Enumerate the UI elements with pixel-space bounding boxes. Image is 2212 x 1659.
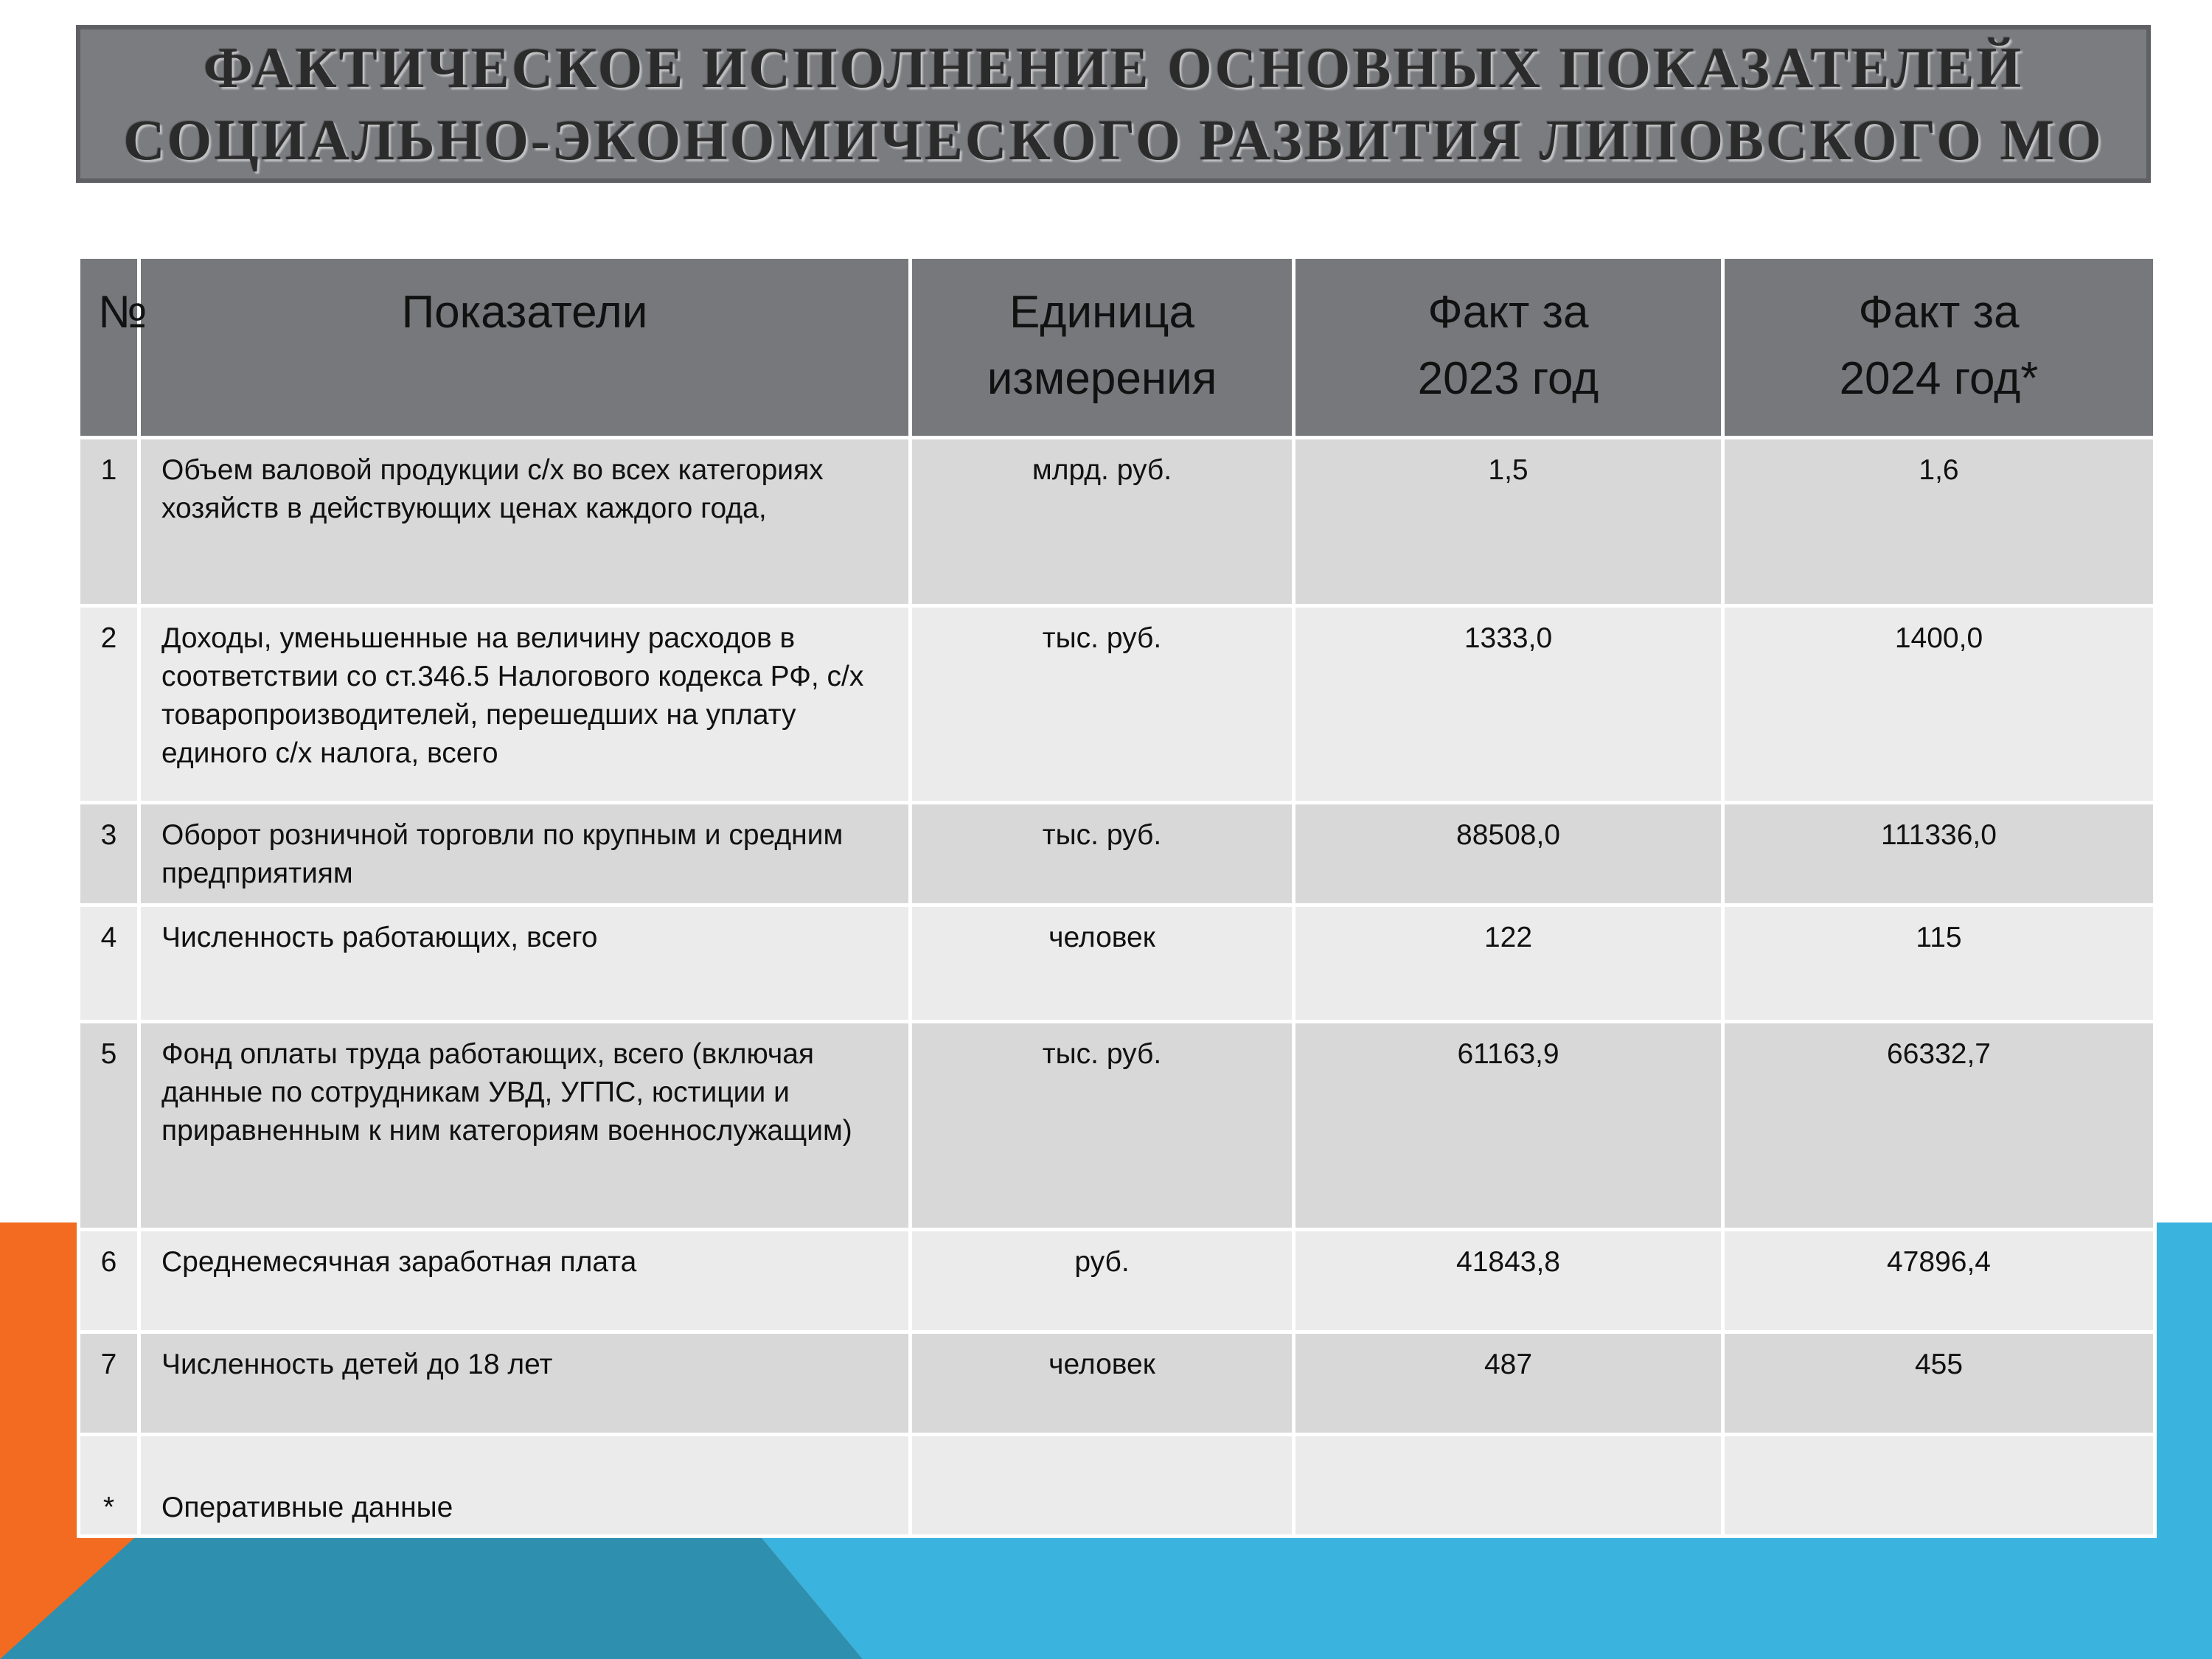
header-fact-2024 xyxy=(1723,257,2155,438)
row-fact-2023: 122 xyxy=(1294,905,1723,1022)
row-unit: тыс. руб. xyxy=(911,803,1294,905)
table-header-row xyxy=(79,257,2155,438)
row-indicator: Объем валовой продукции с/х во всех категориях хозяйств в действующих ценах каждого года, xyxy=(139,438,911,606)
header-fact-2024-text: Факт за 2024 год* xyxy=(1839,287,2039,404)
row-fact-2024: 115 xyxy=(1723,905,2155,1022)
table-row xyxy=(79,438,2155,606)
row-indicator: Численность детей до 18 лет xyxy=(139,1332,911,1435)
row-fact-2024: 1,6 xyxy=(1723,438,2155,606)
row-fact-2023: 487 xyxy=(1294,1332,1723,1435)
row-indicator: Среднемесячная заработная плата xyxy=(139,1230,911,1332)
row-fact-2023: 1333,0 xyxy=(1294,606,1723,803)
header-fact-2023 xyxy=(1294,257,1723,438)
row-unit: руб. xyxy=(911,1230,1294,1332)
row-fact-2023: 88508,0 xyxy=(1294,803,1723,905)
row-indicator: Фонд оплаты труда работающих, всего (включая данные по сотрудникам УВД, УГПС, юстиции и приравненным к ним категориям военнослужащим) xyxy=(139,1022,911,1230)
table-row xyxy=(79,1022,2155,1230)
row-unit: млрд. руб. xyxy=(911,438,1294,606)
row-unit: человек xyxy=(911,905,1294,1022)
footnote-text: Оперативные данные xyxy=(139,1435,911,1537)
row-fact-2024: 1400,0 xyxy=(1723,606,2155,803)
header-num: № xyxy=(79,257,139,438)
header-indicator: Показатели xyxy=(139,257,911,438)
slide-title-banner xyxy=(76,25,2151,183)
header-unit-text: Единица измерения xyxy=(987,287,1217,404)
row-number: 7 xyxy=(79,1332,139,1435)
footnote-empty-cell xyxy=(1294,1435,1723,1537)
row-unit: человек xyxy=(911,1332,1294,1435)
row-number: 5 xyxy=(79,1022,139,1230)
row-number: 4 xyxy=(79,905,139,1022)
row-indicator: Оборот розничной торговли по крупным и средним предприятиям xyxy=(139,803,911,905)
row-fact-2023: 61163,9 xyxy=(1294,1022,1723,1230)
table-row xyxy=(79,803,2155,905)
row-fact-2023: 41843,8 xyxy=(1294,1230,1723,1332)
row-number: 3 xyxy=(79,803,139,905)
table-row xyxy=(79,905,2155,1022)
dark-blue-accent-shape xyxy=(0,1526,863,1659)
table-row xyxy=(79,606,2155,803)
footnote-row xyxy=(79,1435,2155,1537)
row-fact-2024: 455 xyxy=(1723,1332,2155,1435)
indicators-table xyxy=(77,255,2157,1538)
row-unit: тыс. руб. xyxy=(911,1022,1294,1230)
row-unit: тыс. руб. xyxy=(911,606,1294,803)
footnote-mark: * xyxy=(79,1435,139,1537)
row-indicator: Доходы, уменьшенные на величину расходов в соответствии со ст.346.5 Налогового кодекса РФ, с/х товаропроизводителей, перешедших на уплату единого с/х налога, всего xyxy=(139,606,911,803)
row-indicator: Численность работающих, всего xyxy=(139,905,911,1022)
slide-title-line-1: ФАКТИЧЕСКОЕ ИСПОЛНЕНИЕ ОСНОВНЫХ ПОКАЗАТЕЛЕЙ xyxy=(203,35,2024,100)
row-number: 1 xyxy=(79,438,139,606)
row-number: 2 xyxy=(79,606,139,803)
row-fact-2024: 47896,4 xyxy=(1723,1230,2155,1332)
row-fact-2024: 66332,7 xyxy=(1723,1022,2155,1230)
slide-title-line-2: СОЦИАЛЬНО-ЭКОНОМИЧЕСКОГО РАЗВИТИЯ ЛИПОВСКОГО МО xyxy=(123,108,2104,172)
header-unit xyxy=(911,257,1294,438)
footnote-empty-cell xyxy=(1723,1435,2155,1537)
header-fact-2023-text: Факт за 2023 год xyxy=(1417,287,1599,404)
row-fact-2023: 1,5 xyxy=(1294,438,1723,606)
row-fact-2024: 111336,0 xyxy=(1723,803,2155,905)
table-row xyxy=(79,1230,2155,1332)
footnote-empty-cell xyxy=(911,1435,1294,1537)
row-number: 6 xyxy=(79,1230,139,1332)
table-row xyxy=(79,1332,2155,1435)
